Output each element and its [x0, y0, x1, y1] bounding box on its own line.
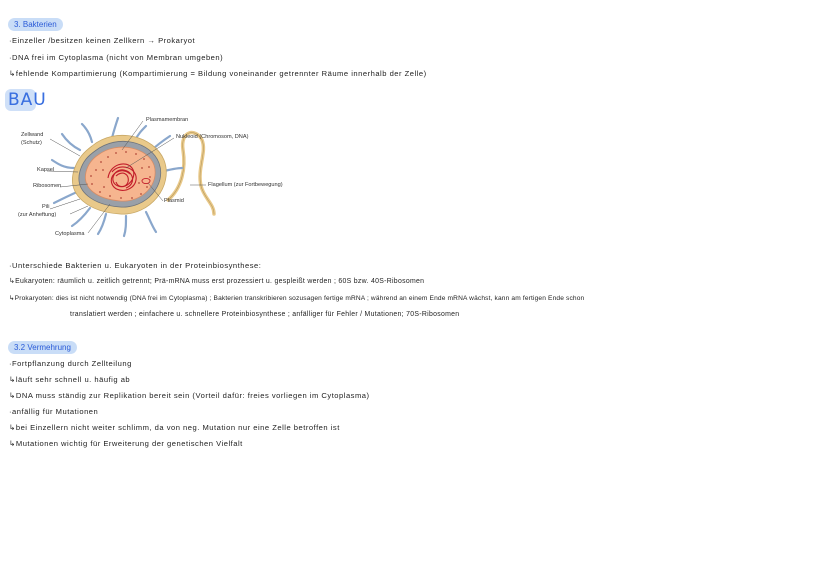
label-zellwand: Zellwand: [21, 132, 44, 138]
section-heading-bakterien: 3. Bakterien: [8, 18, 63, 31]
note-line: ·Unterschiede Bakterien u. Eukaryoten in der Proteinbiosynthese:: [9, 261, 262, 270]
label-anheftung: (zur Anheftung): [18, 212, 57, 218]
label-pili: Pili: [42, 204, 50, 210]
note-line: ·Fortpflanzung durch Zellteilung: [9, 359, 132, 368]
note-line: ·Einzeller /besitzen keinen Zellkern → Prokaryot: [9, 36, 196, 45]
note-line: ↳bei Einzellern nicht weiter schlimm, da von neg. Mutation nur eine Zelle betroffen ist: [9, 423, 340, 432]
label-schutz: (Schutz): [21, 140, 42, 146]
label-kapsel: Kapsel: [37, 167, 55, 173]
note-line: ↳DNA muss ständig zur Replikation bereit sein (Vorteil dafür: freies vorliegen im Cytoplasma): [9, 391, 370, 400]
label-nukleoid: Nukleoid (Chromosom, DNA): [176, 134, 249, 140]
bau-heading: BAU: [8, 90, 47, 110]
note-line: ·DNA frei im Cytoplasma (nicht von Membran umgeben): [9, 53, 224, 62]
label-plasmid: Plasmid: [164, 198, 184, 204]
note-line: ↳Prokaryoten: dies ist nicht notwendig (DNA frei im Cytoplasma) ; Bakterien transkribieren sozusagen fertige mRNA ; während an einem Ende mRNA wächst, kann am fertigen Ende schon: [9, 295, 585, 302]
note-line: ·anfällig für Mutationen: [9, 407, 99, 416]
section-heading-vermehrung: 3.2 Vermehrung: [8, 341, 77, 354]
note-line: ↳Mutationen wichtig für Erweiterung der genetischen Vielfalt: [9, 439, 243, 448]
label-ribosomen: Ribosomen: [33, 183, 62, 189]
label-plasmamembran: Plasmamembran: [146, 117, 189, 123]
note-line: translatiert werden ; einfachere u. schnellere Proteinbiosynthese ; anfälliger für Fehler / Mutationen; 70S-Ribosomen: [70, 311, 460, 318]
note-line: ↳läuft sehr schnell u. häufig ab: [9, 375, 131, 384]
label-flagellum: Flagellum (zur Fortbewegung): [208, 182, 283, 188]
note-line: ↳Eukaryoten: räumlich u. zeitlich getrennt; Prä-mRNA muss erst prozessiert u. gespleißt werden ; 60S bzw. 40S-Ribosomen: [9, 278, 425, 285]
note-line: ↳fehlende Kompartimierung (Kompartimierung = Bildung voneinander getrennter Räume innerhalb der Zelle): [9, 69, 427, 78]
label-cytoplasma: Cytoplasma: [55, 231, 85, 237]
